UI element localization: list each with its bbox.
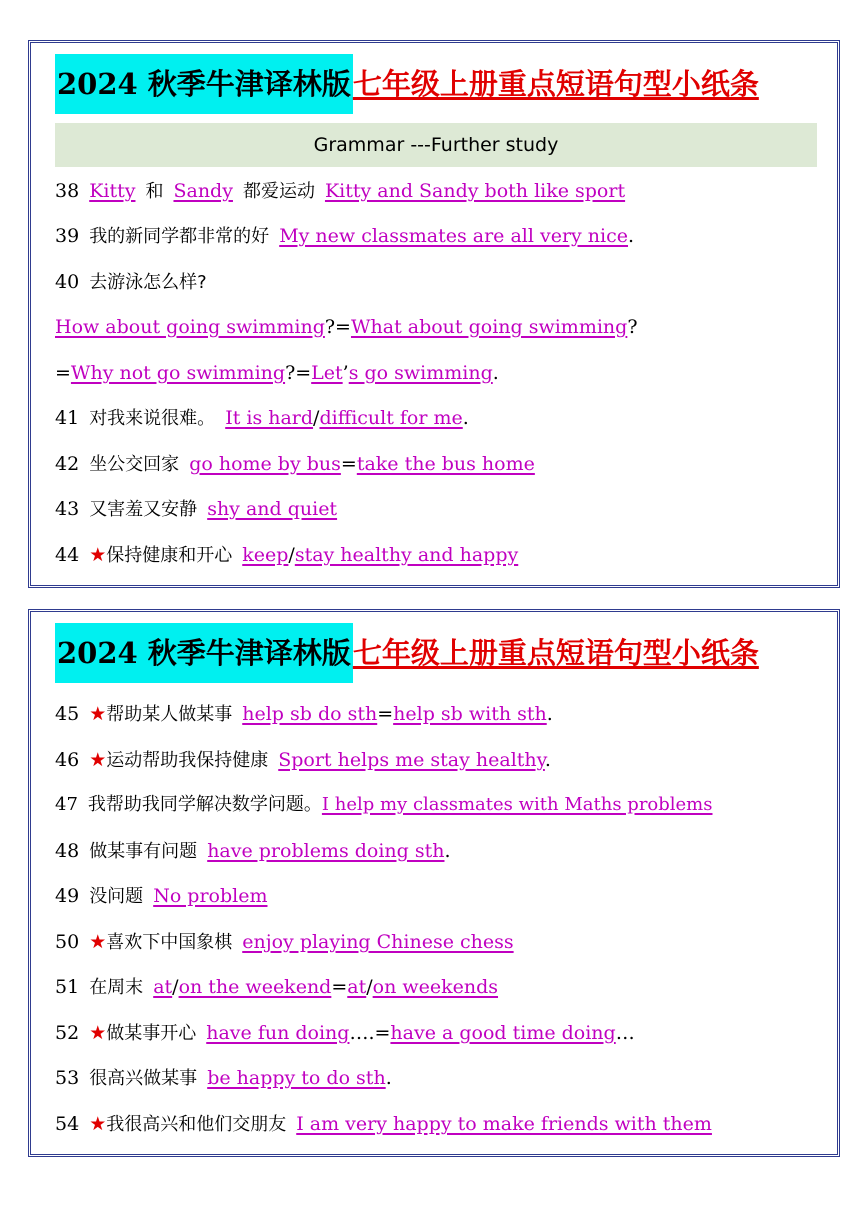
punct: ….=	[349, 1022, 391, 1044]
en-phrase: on the weekend	[178, 976, 332, 998]
cn-text: 做某事有问题	[89, 841, 198, 862]
entry-47	[55, 790, 713, 820]
title-prefix: 2024 秋季牛津译林版	[55, 54, 353, 114]
card-title	[55, 623, 759, 683]
en-phrase: What about going swimming	[350, 316, 628, 338]
punct: =	[55, 362, 71, 384]
cn-text: 喜欢下中国象棋	[106, 932, 233, 953]
en-phrase: s go swimming	[348, 362, 493, 384]
punct: /	[288, 544, 295, 566]
entry-54	[55, 1109, 712, 1139]
punct: .	[492, 362, 499, 384]
entry-39	[55, 221, 634, 251]
punct: ?=	[324, 316, 351, 338]
en-phrase: have problems doing sth	[207, 840, 445, 862]
en-phrase: take the bus home	[356, 453, 535, 475]
en-phrase: How about going swimming	[55, 316, 325, 338]
entry-number: 38	[55, 180, 80, 202]
cn-text: 没问题	[89, 886, 144, 907]
entry-49	[55, 881, 267, 911]
entry-number: 51	[55, 976, 80, 998]
en-phrase: Sport helps me stay healthy	[278, 749, 545, 771]
entry-53	[55, 1063, 392, 1093]
cn-text: 很高兴做某事	[89, 1068, 198, 1089]
punct: ?	[627, 316, 638, 338]
entry-42	[55, 449, 535, 479]
cn-text: 帮助某人做某事	[106, 704, 233, 725]
en-phrase: enjoy playing Chinese chess	[242, 931, 514, 953]
en-phrase: I help my classmates with Maths problems	[321, 794, 713, 815]
punct: /	[313, 407, 320, 429]
en-phrase: Let	[311, 362, 343, 384]
entry-number: 46	[55, 749, 80, 771]
star-icon: ★	[89, 749, 107, 771]
punct: .	[628, 225, 635, 247]
entry-45	[55, 699, 553, 729]
star-icon: ★	[89, 1113, 107, 1135]
en-phrase: Kitty and Sandy both like sport	[324, 180, 626, 202]
entry-52	[55, 1018, 635, 1048]
cn-text: 都爱运动	[242, 181, 315, 202]
cn-text: 保持健康和开心	[106, 545, 233, 566]
entry-number: 47	[55, 794, 78, 815]
star-icon: ★	[89, 931, 107, 953]
entry-38	[55, 176, 625, 206]
entry-number: 45	[55, 703, 80, 725]
cn-text: 又害羞又安静	[89, 499, 198, 520]
cn-text: 对我来说很难。	[89, 408, 216, 429]
name-kitty: Kitty	[89, 180, 136, 202]
entry-number: 43	[55, 498, 80, 520]
entry-51	[55, 972, 498, 1002]
card-title	[55, 54, 759, 114]
entry-44	[55, 540, 518, 570]
en-phrase: have fun doing	[206, 1022, 350, 1044]
entry-46	[55, 745, 551, 775]
cn-and: 和	[145, 181, 164, 202]
entry-40-c	[55, 358, 499, 388]
entry-number: 44	[55, 544, 80, 566]
en-phrase: go home by bus	[189, 453, 341, 475]
en-phrase: I am very happy to make friends with them	[296, 1113, 712, 1135]
entry-40	[55, 267, 207, 297]
en-phrase: My new classmates are all very nice	[279, 225, 629, 247]
name-sandy: Sandy	[173, 180, 233, 202]
punct: =	[377, 703, 394, 725]
punct: .	[444, 840, 451, 862]
cn-text: 在周末	[89, 977, 144, 998]
en-phrase: Why not go swimming	[70, 362, 286, 384]
en-phrase: It is hard	[225, 407, 314, 429]
title-main: 七年级上册重点短语句型小纸条	[352, 67, 759, 101]
entry-48	[55, 836, 451, 866]
entry-41	[55, 403, 469, 433]
entry-number: 41	[55, 407, 80, 429]
en-phrase: difficult for me	[319, 407, 463, 429]
punct: …	[615, 1022, 635, 1044]
cn-text: 坐公交回家	[89, 454, 180, 475]
en-phrase: on weekends	[372, 976, 499, 998]
punct: /	[366, 976, 373, 998]
cn-text: 我很高兴和他们交朋友	[106, 1114, 287, 1135]
note-card-1	[28, 40, 840, 588]
section-banner: Grammar ---Further study	[55, 123, 817, 167]
entry-number: 52	[55, 1022, 80, 1044]
star-icon: ★	[89, 703, 107, 725]
punct: ?=	[285, 362, 312, 384]
en-phrase: at	[347, 976, 367, 998]
punct: .	[385, 1067, 392, 1089]
en-phrase: stay healthy and happy	[294, 544, 519, 566]
entry-40-b	[55, 312, 638, 342]
punct: =	[340, 453, 357, 475]
star-icon: ★	[89, 544, 107, 566]
star-icon: ★	[89, 1022, 107, 1044]
en-phrase: have a good time doing	[390, 1022, 616, 1044]
cn-text: 做某事开心	[106, 1023, 197, 1044]
punct: .	[462, 407, 469, 429]
title-main: 七年级上册重点短语句型小纸条	[352, 636, 759, 670]
entry-50	[55, 927, 514, 957]
title-prefix: 2024 秋季牛津译林版	[55, 623, 353, 683]
punct: =	[331, 976, 348, 998]
en-phrase: help sb do sth	[242, 703, 378, 725]
note-card-2	[28, 609, 840, 1157]
punct: .	[544, 749, 551, 771]
cn-text: 我帮助我同学解决数学问题。	[87, 794, 322, 815]
entry-number: 53	[55, 1067, 80, 1089]
punct: ’	[342, 362, 349, 384]
punct: /	[172, 976, 179, 998]
entry-number: 50	[55, 931, 80, 953]
entry-number: 48	[55, 840, 80, 862]
entry-number: 49	[55, 885, 80, 907]
cn-text: 我的新同学都非常的好	[89, 226, 270, 247]
en-phrase: No problem	[153, 885, 268, 907]
entry-number: 40	[55, 271, 80, 293]
cn-text: 运动帮助我保持健康	[106, 750, 269, 771]
entry-number: 39	[55, 225, 80, 247]
entry-43	[55, 494, 337, 524]
en-phrase: be happy to do sth	[207, 1067, 386, 1089]
en-phrase: at	[153, 976, 173, 998]
en-phrase: keep	[242, 544, 289, 566]
cn-text: 去游泳怎么样?	[89, 272, 207, 293]
entry-number: 54	[55, 1113, 80, 1135]
en-phrase: help sb with sth	[393, 703, 547, 725]
en-phrase: shy and quiet	[207, 498, 338, 520]
punct: .	[546, 703, 553, 725]
entry-number: 42	[55, 453, 80, 475]
